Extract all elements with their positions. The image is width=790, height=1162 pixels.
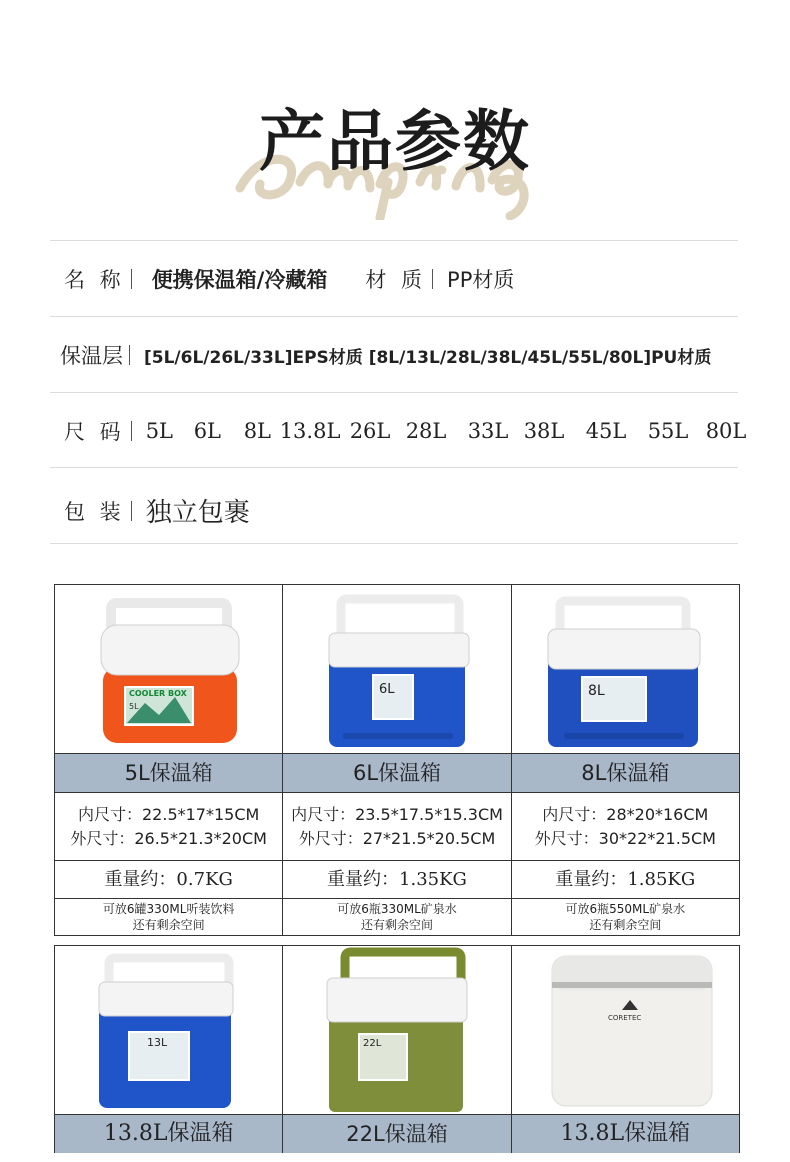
spec-value: 独立包裹: [145, 498, 250, 528]
product-image-cooler-22l: [283, 946, 511, 1114]
product-note: [283, 899, 511, 935]
product-name: 8L保温箱: [512, 754, 739, 792]
outer-size: 外尺寸：26.5*21.3*20CM: [70, 829, 267, 848]
product-dimensions: [283, 793, 511, 861]
outer-size: 外尺寸：27*21.5*20.5CM: [298, 829, 496, 848]
separator: [131, 269, 132, 289]
product-dimensions: [55, 793, 283, 861]
inner-size: 内尺寸：28*20*16CM: [542, 805, 709, 824]
size-value: 26L: [349, 419, 391, 443]
spec-row-size: [64, 416, 764, 446]
image-row: [55, 946, 739, 1114]
product-weight: 重量约：0.7KG: [55, 861, 283, 899]
title-area: [0, 70, 790, 220]
svg-text:CORETEC: CORETEC: [607, 1014, 641, 1022]
product-image-cooler-6l: [283, 585, 511, 753]
divider: [50, 392, 738, 393]
product-weight: 重量约：1.85KG: [512, 861, 739, 899]
page-title: 产品参数: [259, 103, 531, 180]
product-image-cooler-8l: [512, 585, 739, 753]
size-value: 28L: [405, 419, 447, 443]
product-name: 13.8L保温箱: [512, 1115, 739, 1153]
product-note: [55, 899, 283, 935]
spec-row-name: [64, 264, 764, 294]
product-weight: 重量约：1.35KG: [283, 861, 511, 899]
spec-label: 尺 码: [64, 420, 125, 444]
size-value: 55L: [647, 419, 689, 443]
size-value: 45L: [585, 419, 627, 443]
product-name: 13.8L保温箱: [55, 1115, 283, 1153]
dimension-row: [55, 793, 739, 861]
product-name: 6L保温箱: [283, 754, 511, 792]
spec-value: 便携保温箱/冷藏箱: [151, 268, 328, 292]
separator: [131, 421, 132, 441]
separator: [129, 345, 130, 365]
size-value: 80L: [705, 419, 747, 443]
size-value: 6L: [193, 419, 221, 443]
svg-text:8L: 8L: [587, 683, 605, 699]
product-name: 5L保温箱: [55, 754, 283, 792]
divider: [50, 467, 738, 468]
size-value: 13.8L: [279, 419, 341, 443]
product-image-cooler-13l: [55, 946, 283, 1114]
spec-value: [5L/6L/26L/33L]EPS材质 [8L/13L/28L/38L/45L/55L/80L]PU材质: [144, 347, 712, 368]
svg-text:5L: 5L: [129, 702, 139, 711]
product-grid-2: [54, 945, 740, 1153]
spec-row-packing: [64, 492, 764, 529]
spec-label: 名 称: [64, 268, 125, 292]
inner-size: 内尺寸：23.5*17.5*15.3CM: [291, 805, 503, 824]
inner-size: 内尺寸：22.5*17*15CM: [78, 805, 260, 824]
spec-label: 材 质: [365, 268, 427, 292]
note-row: [55, 899, 739, 935]
spec-label: 包 装: [64, 499, 125, 524]
size-value: 33L: [467, 419, 509, 443]
divider: [50, 543, 738, 544]
name-row: [55, 1114, 739, 1153]
note-line: 可放6罐330ML听装饮料: [102, 902, 235, 916]
product-dimensions: [512, 793, 739, 861]
svg-text:13L: 13L: [147, 1036, 168, 1049]
separator: [131, 501, 132, 521]
svg-text:6L: 6L: [379, 682, 395, 697]
note-line: 还有剩余空间: [360, 918, 433, 932]
note-line: 可放6瓶330ML矿泉水: [337, 902, 457, 916]
size-value: 38L: [523, 419, 565, 443]
separator: [432, 269, 433, 289]
size-value: 5L: [145, 419, 173, 443]
note-line: 还有剩余空间: [589, 918, 662, 932]
product-grid-1: [54, 584, 740, 936]
spec-row-insulation: [60, 340, 760, 370]
divider: [50, 316, 738, 317]
svg-text:COOLER BOX: COOLER BOX: [129, 689, 187, 698]
note-line: 还有剩余空间: [132, 918, 205, 932]
name-row: [55, 753, 739, 793]
svg-text:22L: 22L: [363, 1038, 382, 1049]
weight-row: [55, 861, 739, 899]
outer-size: 外尺寸：30*22*21.5CM: [534, 829, 716, 848]
divider: [50, 240, 738, 241]
note-line: 可放6瓶550ML矿泉水: [565, 902, 686, 916]
size-value: 8L: [243, 419, 271, 443]
product-note: [512, 899, 739, 935]
product-image-cooler-5l: [55, 585, 283, 753]
product-name: 22L保温箱: [283, 1115, 511, 1153]
product-image-cooler-coretec: [512, 946, 739, 1114]
spec-value: PP材质: [447, 268, 515, 292]
image-row: [55, 585, 739, 753]
spec-label: 保温层: [60, 344, 123, 368]
